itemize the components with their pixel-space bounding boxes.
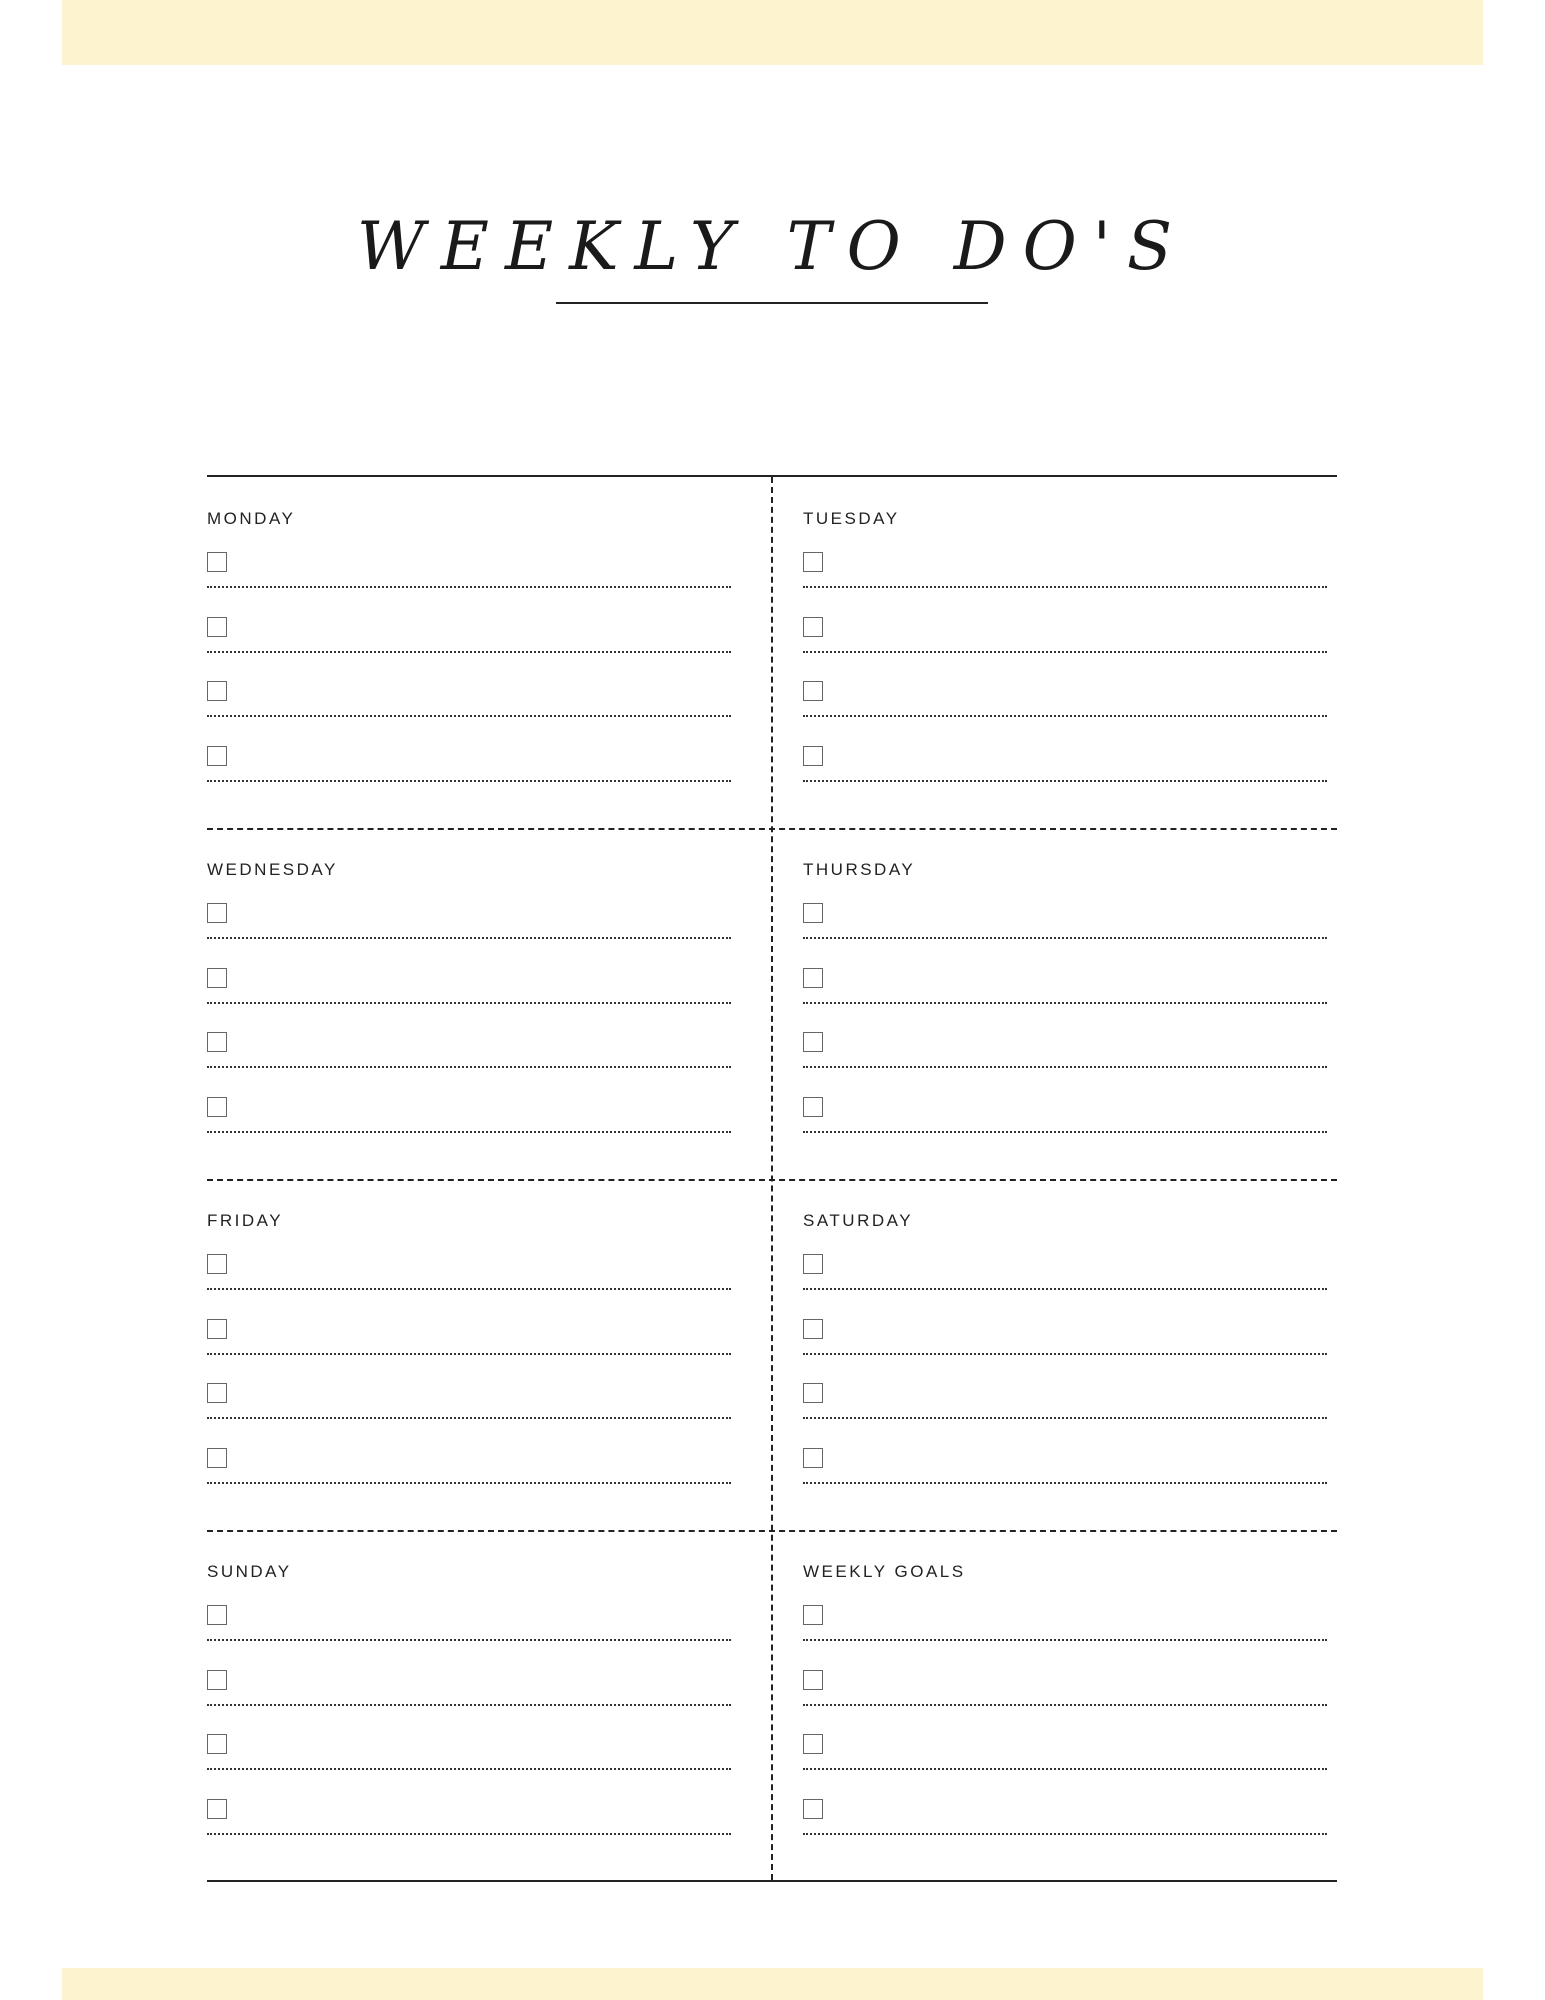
todo-checkbox[interactable] <box>803 1448 823 1468</box>
todo-checkbox[interactable] <box>803 1605 823 1625</box>
todo-write-line[interactable] <box>207 715 731 717</box>
todo-checkbox[interactable] <box>803 968 823 988</box>
todo-checkbox[interactable] <box>803 1383 823 1403</box>
todo-row <box>207 552 731 588</box>
todo-row <box>803 1799 1327 1835</box>
todo-row <box>803 1097 1327 1133</box>
todo-write-line[interactable] <box>207 1066 731 1068</box>
todo-row <box>803 1448 1327 1484</box>
todo-row <box>207 1734 731 1770</box>
todo-row <box>803 746 1327 782</box>
todo-row <box>207 1448 731 1484</box>
todo-row <box>803 1383 1327 1419</box>
todo-write-line[interactable] <box>803 1639 1327 1641</box>
todo-checkbox[interactable] <box>803 903 823 923</box>
todo-row <box>803 1670 1327 1706</box>
todo-row <box>207 617 731 653</box>
todo-checkbox[interactable] <box>207 1097 227 1117</box>
section-label: SATURDAY <box>803 1211 914 1230</box>
section-weekly-goals <box>803 1530 1327 1880</box>
todo-row <box>803 968 1327 1004</box>
todo-write-line[interactable] <box>803 937 1327 939</box>
todo-write-line[interactable] <box>803 1482 1327 1484</box>
todo-checkbox[interactable] <box>207 1670 227 1690</box>
todo-row <box>207 968 731 1004</box>
todo-row <box>207 1605 731 1641</box>
todo-row <box>803 1734 1327 1770</box>
section-wednesday <box>207 828 731 1178</box>
section-friday <box>207 1179 731 1529</box>
todo-write-line[interactable] <box>803 1768 1327 1770</box>
todo-checkbox[interactable] <box>207 746 227 766</box>
todo-write-line[interactable] <box>803 1002 1327 1004</box>
todo-write-line[interactable] <box>803 1066 1327 1068</box>
todo-checkbox[interactable] <box>803 1032 823 1052</box>
todo-row <box>207 746 731 782</box>
todo-checkbox[interactable] <box>207 1254 227 1274</box>
todo-checkbox[interactable] <box>207 903 227 923</box>
todo-write-line[interactable] <box>803 1288 1327 1290</box>
section-thursday <box>803 828 1327 1178</box>
todo-write-line[interactable] <box>803 1353 1327 1355</box>
todo-row <box>207 681 731 717</box>
todo-checkbox[interactable] <box>207 1319 227 1339</box>
todo-checkbox[interactable] <box>803 1319 823 1339</box>
todo-row <box>803 1254 1327 1290</box>
section-tuesday <box>803 477 1327 827</box>
todo-write-line[interactable] <box>207 1482 731 1484</box>
todo-checkbox[interactable] <box>207 681 227 701</box>
todo-row <box>803 903 1327 939</box>
section-label: THURSDAY <box>803 860 916 879</box>
todo-checkbox[interactable] <box>803 746 823 766</box>
todo-write-line[interactable] <box>803 1417 1327 1419</box>
todo-write-line[interactable] <box>207 937 731 939</box>
todo-write-line[interactable] <box>803 586 1327 588</box>
section-label: MONDAY <box>207 509 296 528</box>
todo-row <box>207 1799 731 1835</box>
todo-row <box>207 1032 731 1068</box>
todo-row <box>803 1032 1327 1068</box>
todo-checkbox[interactable] <box>207 1734 227 1754</box>
section-saturday <box>803 1179 1327 1529</box>
todo-checkbox[interactable] <box>207 552 227 572</box>
todo-write-line[interactable] <box>803 1704 1327 1706</box>
todo-write-line[interactable] <box>803 1833 1327 1835</box>
section-sunday <box>207 1530 731 1880</box>
todo-write-line[interactable] <box>207 586 731 588</box>
todo-checkbox[interactable] <box>803 1254 823 1274</box>
section-label: TUESDAY <box>803 509 900 528</box>
todo-checkbox[interactable] <box>803 1097 823 1117</box>
todo-row <box>207 903 731 939</box>
section-label: FRIDAY <box>207 1211 284 1230</box>
todo-row <box>803 617 1327 653</box>
todo-checkbox[interactable] <box>207 1032 227 1052</box>
todo-checkbox[interactable] <box>803 552 823 572</box>
page-title: WEEKLY TO DO'S <box>356 208 1189 286</box>
todo-row <box>207 1670 731 1706</box>
todo-checkbox[interactable] <box>207 1605 227 1625</box>
title-underline <box>556 302 988 304</box>
top-color-band <box>62 0 1483 65</box>
todo-checkbox[interactable] <box>803 1734 823 1754</box>
section-label: WEDNESDAY <box>207 860 338 879</box>
todo-write-line[interactable] <box>207 651 731 653</box>
section-label: WEEKLY GOALS <box>803 1562 966 1581</box>
todo-checkbox[interactable] <box>803 1799 823 1819</box>
todo-row <box>803 1319 1327 1355</box>
todo-write-line[interactable] <box>207 1639 731 1641</box>
todo-write-line[interactable] <box>207 1768 731 1770</box>
weekly-grid <box>207 475 1337 1882</box>
todo-write-line[interactable] <box>803 715 1327 717</box>
todo-write-line[interactable] <box>207 1131 731 1133</box>
section-label: SUNDAY <box>207 1562 292 1581</box>
todo-checkbox[interactable] <box>207 968 227 988</box>
todo-row <box>803 552 1327 588</box>
todo-checkbox[interactable] <box>803 617 823 637</box>
todo-write-line[interactable] <box>803 1131 1327 1133</box>
todo-checkbox[interactable] <box>207 1448 227 1468</box>
todo-write-line[interactable] <box>207 1288 731 1290</box>
section-monday <box>207 477 731 827</box>
todo-write-line[interactable] <box>207 780 731 782</box>
todo-write-line[interactable] <box>207 1002 731 1004</box>
todo-row <box>207 1097 731 1133</box>
todo-checkbox[interactable] <box>803 681 823 701</box>
todo-row <box>207 1383 731 1419</box>
todo-write-line[interactable] <box>207 1417 731 1419</box>
todo-write-line[interactable] <box>207 1704 731 1706</box>
todo-row <box>207 1319 731 1355</box>
bottom-color-band <box>62 1968 1483 2000</box>
todo-checkbox[interactable] <box>803 1670 823 1690</box>
todo-write-line[interactable] <box>207 1353 731 1355</box>
todo-row <box>803 681 1327 717</box>
todo-checkbox[interactable] <box>207 617 227 637</box>
todo-row <box>803 1605 1327 1641</box>
todo-checkbox[interactable] <box>207 1383 227 1403</box>
todo-write-line[interactable] <box>803 651 1327 653</box>
todo-checkbox[interactable] <box>207 1799 227 1819</box>
todo-write-line[interactable] <box>803 780 1327 782</box>
todo-write-line[interactable] <box>207 1833 731 1835</box>
todo-row <box>207 1254 731 1290</box>
